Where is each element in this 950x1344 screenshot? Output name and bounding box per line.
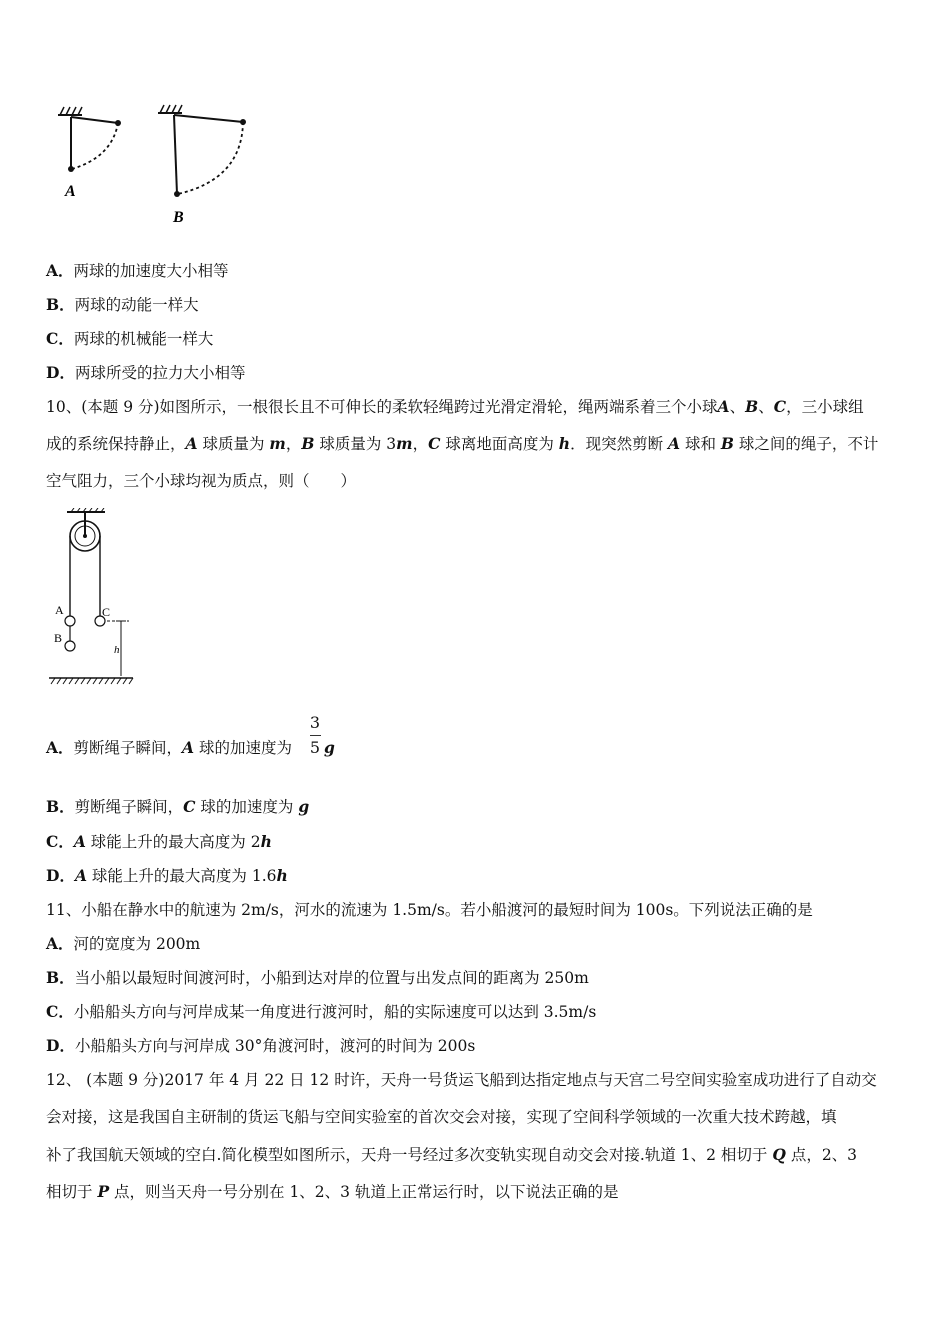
option-text: 剪断绳子瞬间， — [73, 739, 183, 757]
ball-b — [65, 641, 75, 651]
stem-text: 点，2、3 — [785, 1146, 858, 1164]
stem-text: ．现突然剪断 — [570, 435, 668, 453]
q11-option-d — [46, 1036, 475, 1056]
option-text: 球的加速度为 — [194, 739, 293, 757]
option-text: 球的加速度为 — [195, 798, 299, 816]
var-q: Q — [772, 1145, 786, 1164]
var-h: h — [276, 866, 288, 885]
var-a: A — [73, 832, 86, 851]
option-text: 球能上升的最大高度为 2 — [85, 833, 261, 851]
option-text: 两球的加速度大小相等 — [73, 262, 229, 280]
stem-text: ， — [412, 435, 429, 453]
option-letter: C． — [46, 832, 74, 851]
stem-text: 球质量为 3 — [314, 435, 397, 453]
stem-text: 成的系统保持静止， — [46, 435, 186, 453]
option-letter: B． — [46, 968, 75, 987]
option-letter: A． — [46, 261, 74, 280]
label-b: B — [173, 209, 184, 226]
stem-text: 、 — [729, 398, 746, 416]
option-letter: C． — [46, 329, 74, 348]
label-a: A — [65, 183, 76, 200]
stem-text: 空气阻力，三个小球均视为质点，则（ ） — [46, 472, 357, 490]
fraction-denominator: 5 — [309, 738, 321, 757]
option-letter: D． — [46, 1036, 75, 1055]
option-text: 剪断绳子瞬间， — [74, 798, 184, 816]
q11-stem — [46, 900, 813, 920]
q12-stem-line-1 — [46, 1070, 877, 1090]
string-a-horizontal — [71, 117, 118, 123]
label-a: A — [55, 603, 64, 617]
arc-b — [178, 122, 243, 194]
option-text: 球能上升的最大高度为 1.6 — [86, 867, 277, 885]
stem-text: 12、 (本题 9 分)2017 年 4 月 22 日 12 时许，天舟一号货运飞船到达指定地点与天宫二号空间实验室成功进行了自动交 — [46, 1071, 877, 1089]
string-b-vertical — [174, 115, 177, 194]
option-text: 两球的机械能一样大 — [73, 330, 214, 348]
var-a: A — [74, 866, 87, 885]
stem-text: 、 — [758, 398, 774, 416]
q10-option-b — [46, 797, 309, 817]
q9-option-d — [46, 363, 245, 383]
var-c: C — [428, 434, 441, 453]
stem-text: ， — [285, 435, 302, 453]
option-text: 两球所受的拉力大小相等 — [74, 364, 246, 382]
q10-stem-line-3 — [46, 471, 356, 491]
fraction-bar — [310, 735, 321, 736]
var-a: A — [182, 738, 195, 757]
stem-text: 点，则当天舟一号分别在 1、2、3 轨道上正常运行时，以下说法正确的是 — [109, 1183, 619, 1201]
q11-option-a — [46, 934, 200, 954]
option-text: 小船船头方向与河岸成 30°角渡河时，渡河的时间为 200s — [74, 1037, 476, 1055]
var-c: C — [773, 397, 787, 416]
var-b: B — [720, 434, 734, 453]
var-g: g — [298, 797, 310, 816]
stem-text: 10、(本题 9 分)如图所示，一根很长且不可伸长的柔软轻绳跨过光滑定滑轮，绳两端系着三个小球 — [46, 398, 718, 416]
option-text: 当小船以最短时间渡河时，小船到达对岸的位置与出发点间的距离为 250m — [74, 969, 589, 987]
q12-stem-line-4 — [46, 1182, 618, 1202]
q12-stem-line-3 — [46, 1145, 857, 1165]
q12-stem-line-2 — [46, 1107, 837, 1127]
support-a — [58, 107, 82, 115]
label-h: h — [114, 644, 120, 656]
option-text: 小船船头方向与河岸成某一角度进行渡河时，船的实际速度可以达到 3.5m/s — [73, 1003, 597, 1021]
q10-stem-line-2 — [46, 434, 878, 454]
q11-option-b — [46, 968, 589, 988]
var-h: h — [558, 434, 571, 453]
var-b: B — [301, 434, 315, 453]
var-h: h — [260, 832, 272, 851]
fraction-numerator: 3 — [309, 713, 321, 732]
option-text: 两球的动能一样大 — [74, 296, 199, 314]
pendulum-figure — [50, 95, 260, 235]
var-p: P — [97, 1182, 110, 1201]
support-b — [158, 105, 182, 113]
q10-stem-line-1 — [46, 397, 864, 417]
var-m: m — [396, 434, 413, 453]
stem-text: 球和 — [680, 435, 721, 453]
option-letter: B． — [46, 797, 75, 816]
stem-text: 球离地面高度为 — [440, 435, 559, 453]
option-letter: D． — [46, 363, 75, 382]
q9-option-b — [46, 295, 199, 315]
var-c: C — [183, 797, 196, 816]
stem-text: 球之间的绳子，不计 — [734, 435, 879, 453]
var-a: A — [185, 434, 198, 453]
stem-text: 相切于 — [46, 1183, 98, 1201]
option-text: 河的宽度为 200m — [73, 935, 201, 953]
q11-option-c — [46, 1002, 596, 1022]
var-g: g — [324, 738, 335, 757]
pulley-figure — [45, 508, 140, 688]
option-letter: A． — [46, 738, 74, 757]
q9-option-c — [46, 329, 213, 349]
var-m: m — [269, 434, 286, 453]
q9-option-a — [46, 261, 229, 281]
option-letter: C． — [46, 1002, 74, 1021]
option-letter: A． — [46, 934, 74, 953]
option-letter: D． — [46, 866, 75, 885]
arc-a — [72, 123, 118, 169]
label-c: C — [102, 605, 111, 619]
stem-text: 会对接，这是我国自主研制的货运飞船与空间实验室的首次交会对接，实现了空间科学领域的一次重大技术跨越，填 — [46, 1108, 837, 1126]
q10-option-a — [46, 738, 292, 758]
var-b: B — [745, 397, 759, 416]
string-b-horizontal — [174, 115, 243, 122]
stem-text: ，三小球组 — [786, 398, 864, 416]
stem-text: 11、小船在静水中的航速为 2m/s，河水的流速为 1.5m/s。若小船渡河的最短时间为 100s。下列说法正确的是 — [46, 901, 813, 919]
stem-text: 补了我国航天领域的空白.简化模型如图所示，天舟一号经过多次变轨实现自动交会对接.轨道 1、2 相切于 — [46, 1146, 773, 1164]
option-letter: B． — [46, 295, 75, 314]
q10-option-d — [46, 866, 288, 886]
var-a: A — [717, 397, 730, 416]
stem-text: 球质量为 — [197, 435, 270, 453]
q10-option-c — [46, 832, 272, 852]
ball-a — [65, 616, 75, 626]
var-a: A — [668, 434, 681, 453]
label-b: B — [54, 631, 63, 645]
